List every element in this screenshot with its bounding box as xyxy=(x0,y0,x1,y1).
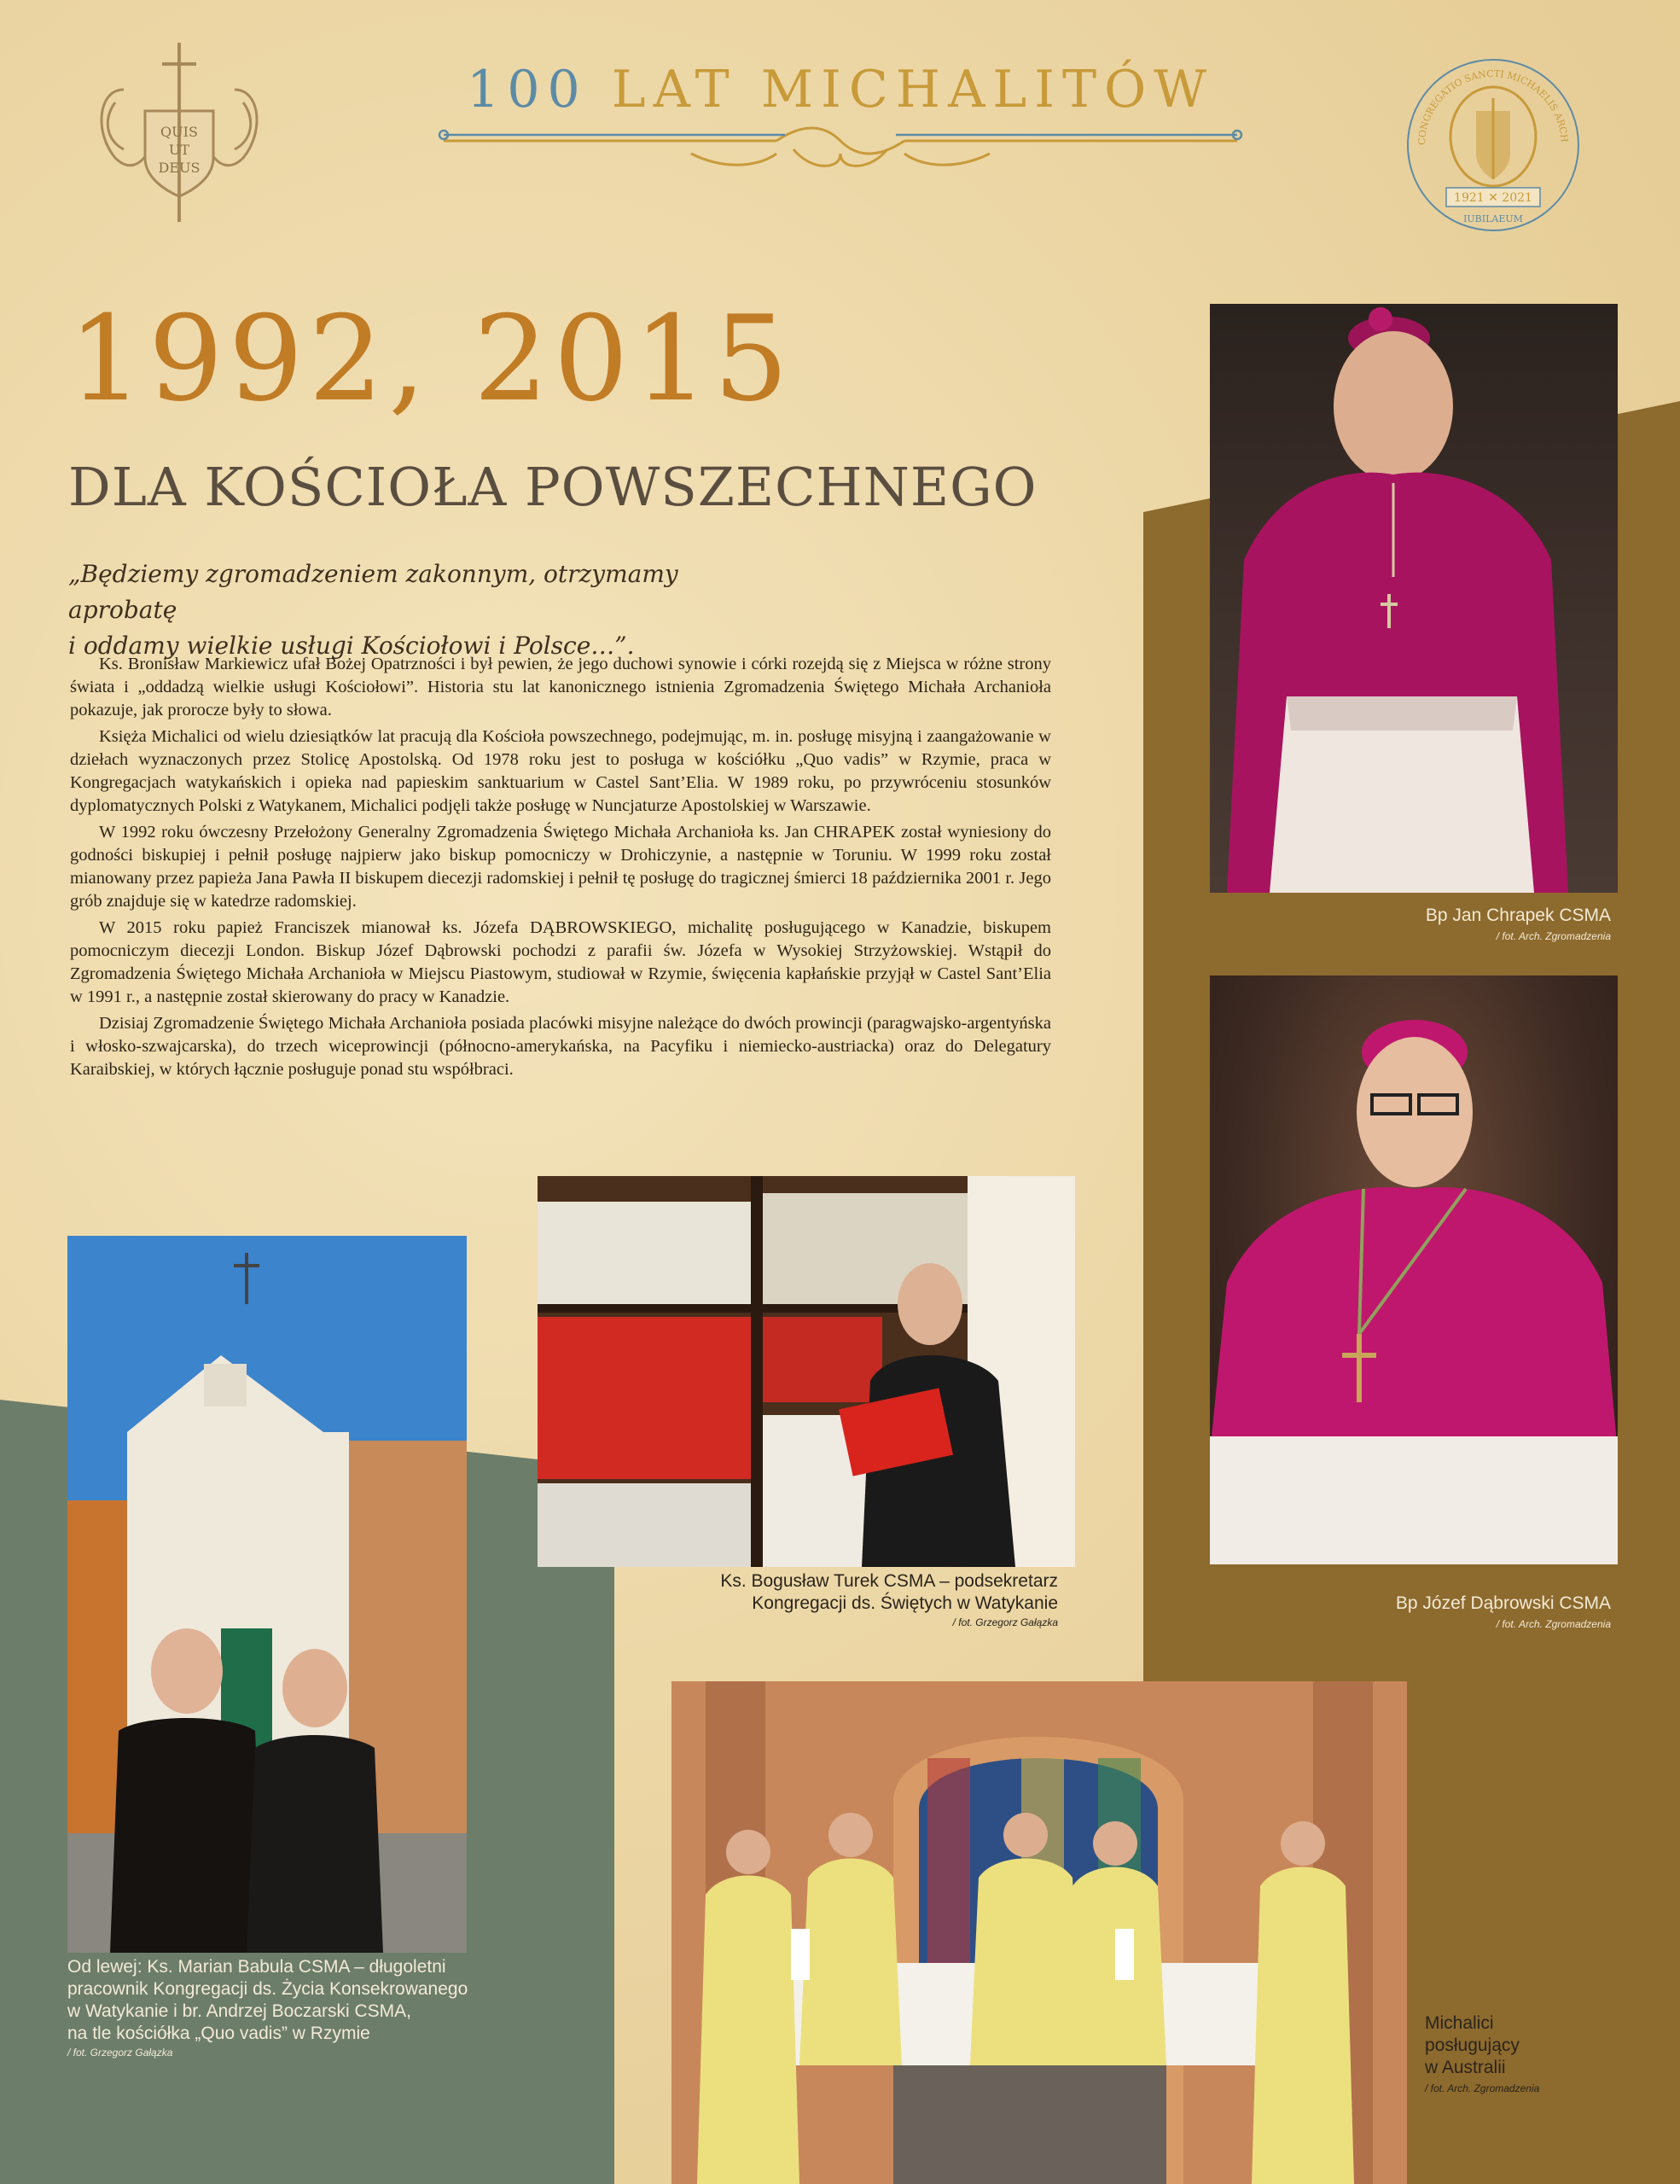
paragraph: Księża Michalici od wielu dziesiątków lat pracują dla Kościoła powszechnego, podejmując, m. in. posługę misyjną i zaangażowanie w dziełach wyznaczonych przez Stolicę Apostolską. Od 1978 roku jest to posługa w kościółku „Quo vadis” w Rzymie, praca w Kongregacjach watykańskich i opieka nad papieskim sanktuarium w Castel Sant’Elia. W 1989 roku, po przywróceniu stosunków dyplomatycznych Polski z Watykanem, Michalici podjęli także posługę w Nuncjaturze Apostolskiej w Warszawie. xyxy=(70,727,1051,815)
caption-chrapek: Bp Jan Chrapek CSMA xyxy=(1425,906,1611,925)
credit-dabrowski: / fot. Arch. Zgromadzenia xyxy=(1496,1618,1611,1630)
caption-line: w Australii xyxy=(1425,2058,1506,2077)
caption-line: na tle kościółka „Quo vadis” w Rzymie xyxy=(67,2024,370,2043)
caption-line: Kongregacji ds. Świętych w Watykanie xyxy=(752,1593,1058,1613)
photo-quo-vadis xyxy=(67,1236,467,1953)
caption-line: w Watykanie i br. Andrzej Boczarski CSMA, xyxy=(67,2001,412,2021)
caption-line: pracownik Kongregacji ds. Życia Konsekrowanego xyxy=(67,1979,468,1999)
caption-dabrowski: Bp Józef Dąbrowski CSMA xyxy=(1395,1593,1611,1613)
left-emblem xyxy=(90,38,269,226)
svg-text:1921 ✕ 2021: 1921 ✕ 2021 xyxy=(1454,191,1532,205)
section-years: 1992, 2015 xyxy=(68,290,794,428)
photo-dabrowski xyxy=(1210,976,1618,1564)
section-subtitle: DLA KOŚCIOŁA POWSZECHNEGO xyxy=(68,456,1038,518)
credit-turek: / fot. Grzegorz Gałązka xyxy=(952,1616,1058,1628)
caption-line: posługujący xyxy=(1425,2035,1520,2055)
credit-chrapek: / fot. Arch. Zgromadzenia xyxy=(1496,930,1611,942)
photo-chrapek xyxy=(1210,304,1618,893)
quote xyxy=(68,556,751,664)
paragraph: Dzisiaj Zgromadzenie Świętego Michała Archanioła posiada placówki misyjne należące do dwóch prowincji (paragwajsko-argentyńska i włosko-szwajcarska), do trzech wiceprowincji (północno-amerykańska, na Pacyfiku i niemiecko-austriacka) oraz do Delegatury Karaibskiej, w których łącznie posługuje ponad stu współbraci. xyxy=(70,1014,1051,1079)
photo-australia xyxy=(671,1681,1407,2184)
caption-quo-vadis xyxy=(67,1956,511,2045)
header-title xyxy=(439,60,1241,119)
header-title-text: LAT MICHALITÓW xyxy=(611,60,1214,119)
right-seal xyxy=(1399,51,1587,239)
caption-australia xyxy=(1425,2012,1596,2079)
quote-line: „Będziemy zgromadzeniem zakonnym, otrzymamy aprobatę xyxy=(68,560,678,624)
body-text xyxy=(70,653,1051,1085)
svg-text:CONGREGATIO SANCTI MICHAELIS A: CONGREGATIO SANCTI MICHAELIS ARCH xyxy=(1416,67,1571,146)
jubilee-seal-icon xyxy=(1399,51,1587,239)
paragraph: Ks. Bronisław Markiewicz ufał Bożej Opatrzności i był pewien, że jego duchowi synowie i córki rozejdą się z Miejsca w różne strony świata i „oddadzą wielkie usługi Kościołowi”. Historia stu lat kanonicznego istnienia Zgromadzenia Świętego Michała Archanioła pokazuje, jak prorocze były to słowa. xyxy=(70,655,1051,719)
svg-text:QUIS: QUIS xyxy=(160,124,198,140)
svg-text:IUBILAEUM: IUBILAEUM xyxy=(1463,213,1523,224)
caption-line: Ks. Bogusław Turek CSMA – podsekretarz xyxy=(720,1571,1058,1591)
caption-line: Michalici xyxy=(1425,2013,1494,2033)
credit-quo-vadis: / fot. Grzegorz Gałązka xyxy=(67,2047,173,2059)
paragraph: W 1992 roku ówczesny Przełożony Generalny Zgromadzenia Świętego Michała Archanioła ks. Jan CHRAPEK został wyniesiony do godności biskupiej i pełnił posługę najpierw jako biskup pomocniczy w Drohiczynie, a następnie w Toruniu. W 1999 roku został mianowany przez papieża Jana Pawła II biskupem diecezji radomskiej i pełnił tę posługę do tragicznej śmierci 18 października 2001 r. Jego grób znajduje się w katedrze radomskiej. xyxy=(70,823,1051,911)
ornament-flourish xyxy=(435,119,1246,179)
header-number: 100 xyxy=(467,60,588,119)
svg-text:DEUS: DEUS xyxy=(158,160,201,176)
photo-turek xyxy=(538,1176,1075,1567)
caption-line: Od lewej: Ks. Marian Babula CSMA – długoletni xyxy=(67,1957,446,1977)
caption-turek xyxy=(648,1570,1058,1615)
credit-australia: / fot. Arch. Zgromadzenia xyxy=(1425,2082,1540,2094)
quote-line: i oddamy wielkie usługi Kościołowi i Polsce…”. xyxy=(68,632,635,660)
winged-shield-sword-icon xyxy=(90,38,269,226)
svg-text:UT: UT xyxy=(168,142,190,158)
paragraph: W 2015 roku papież Franciszek mianował ks. Józefa DĄBROWSKIEGO, michalitę posługującego w Kanadzie, biskupem pomocniczym diecezji London. Biskup Józef Dąbrowski pochodzi z parafii św. Józefa w Wysokiej Strzyżowskiej. Wstąpił do Zgromadzenia Świętego Michała Archanioła w Miejscu Piastowym, studiował w Rzymie, święcenia kapłańskie przyjął w Castel Sant’Elia w 1991 r., a następnie został skierowany do pracy w Kanadzie. xyxy=(70,918,1051,1006)
